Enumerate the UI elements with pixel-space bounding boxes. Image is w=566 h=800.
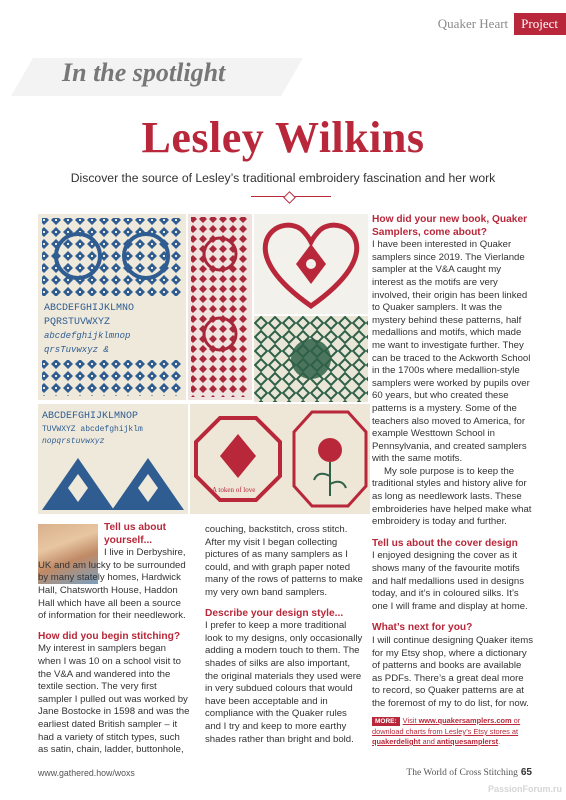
heading-design-style: Describe your design style...: [205, 607, 344, 619]
article-title: Lesley Wilkins: [141, 113, 425, 162]
section-tag: Project: [514, 13, 566, 35]
more-label: MORE:: [372, 717, 400, 726]
sampler-alphabet-line: qrsTuvwxyz &: [44, 345, 109, 355]
heading-whats-next: What’s next for you?: [372, 622, 473, 634]
sampler-alphabet-line: PQRSTUVWXYZ: [44, 317, 111, 328]
more-text: and: [420, 737, 437, 746]
text-stitching-cont: couching, backstitch, cross stitch. After my visit I began collecting pictures of as many samplers as I could, and with graph paper noted many of the rows of patterns to make my very own band samplers.: [205, 524, 363, 598]
image-red-heart: [254, 214, 368, 314]
column-2: [205, 524, 363, 746]
text-new-book: I have been interested in Quaker samplers since 2019. The Vierlande sampler at the V&A caught my interest as the motifs are very involved, their origin has been linked to Quaker samplers. It was the mystery behind these patterns, half medallions and motifs, which made me want to investigate further. They can be traced to the Ackworth School in the 1700s where medallion-style samplers were worked by pupils over 60 years, but who created these patterns is a mystery. Some of the teachers also moved to America, for example Westtown School in Pennsylvania, and created samplers with the same motifs.: [372, 239, 531, 465]
column-1: [38, 522, 190, 757]
banner-text: In the spotlight: [62, 58, 226, 87]
section-header: [438, 14, 566, 34]
image-blue-alphabet-sampler-2: [38, 404, 188, 514]
sampler-alphabet-line: abcdefghijklmnop: [44, 331, 131, 341]
section-name: Quaker Heart: [437, 16, 509, 31]
etsy-shop-link[interactable]: quakerdelight: [372, 737, 421, 746]
text-cover-design: I enjoyed designing the cover as it shows many of the favourite motifs and half medallions used in designs today, and it’s in coloured silks. It’s one I will frame and display at home.: [372, 550, 528, 612]
image-blue-alphabet-sampler: [38, 214, 186, 400]
more-text: Visit: [402, 716, 419, 725]
image-green-sampler: [254, 316, 368, 402]
column-3: [372, 214, 534, 711]
magazine-name: The World of Cross Stitching: [406, 768, 518, 778]
etsy-shop-link[interactable]: antiquesamplerst: [436, 737, 499, 746]
page-number: 65: [520, 767, 532, 778]
sampler-alphabet-line: nopqrstuvwxyz: [42, 437, 105, 446]
text-design-style: I prefer to keep a more traditional look to my designs, only occasionally adding a modern touch to them. The shades of silks are also important, the original materials they used were in very subdued colours that would have been acceptable and in compliance with the Quaker rules and I try and keep to more earthy shades rather than bright and bold.: [205, 620, 363, 745]
sampler-alphabet-line: ABCDEFGHIJKLMNOP: [42, 411, 139, 422]
divider-ornament: [283, 191, 296, 204]
sampler-alphabet-line: ABCDEFGHIJKLMNO: [44, 303, 135, 314]
website-link[interactable]: www.quakersamplers.com: [418, 716, 512, 725]
more-info-box: [372, 716, 532, 747]
heading-begin-stitching: How did you begin stitching?: [38, 630, 181, 642]
article-subtitle: Discover the source of Lesley’s traditional embroidery fascination and her work: [70, 171, 496, 185]
text-whats-next: I will continue designing Quaker items for my Etsy shop, where a dictionary of patterns and books are available as PDFs. There’s a great deal more to record, so Quaker patterns are at the foremost of my to do list, for now.: [372, 635, 534, 709]
sampler-alphabet-line: TUVWXYZ abcdefghijklm: [42, 425, 143, 434]
heading-new-book: How did your new book, Quaker Samplers, come about?: [372, 214, 528, 238]
more-text: or download charts from Lesley’s Etsy stores at: [372, 716, 521, 736]
image-token-of-love: [190, 404, 370, 514]
token-of-love-text: A token of love: [212, 486, 256, 494]
heading-tell-us: Tell us about yourself...: [104, 522, 167, 546]
text-sole-purpose: My sole purpose is to keep the traditional styles and history alive for as long as needlework lasts. These embroideries have helped make what embroidery is today and further.: [372, 465, 532, 528]
watermark: PassionForum.ru: [487, 784, 562, 794]
footer-magazine: [406, 767, 532, 778]
image-red-sampler: [188, 214, 252, 400]
more-text: .: [498, 737, 501, 746]
footer-url[interactable]: www.gathered.how/woxs: [38, 768, 135, 778]
text-about-yourself: I live in Derbyshire, UK and am lucky to be surrounded by many stately homes, Hardwick Hall, Chatsworth House, Haddon Hall which have all been a source of information for their needlework.: [38, 547, 186, 622]
text-begin-stitching: My interest in samplers began when I was 10 on a school visit to the V&A and wandered into the textile section. The very first sampler I pulled out was worked by Jane Bostocke in 1598 and was the earliest dated British sampler – it had a variety of stitch types, such as satin, chain, ladder, buttonhole,: [38, 643, 190, 756]
heading-cover-design: Tell us about the cover design: [372, 537, 518, 549]
